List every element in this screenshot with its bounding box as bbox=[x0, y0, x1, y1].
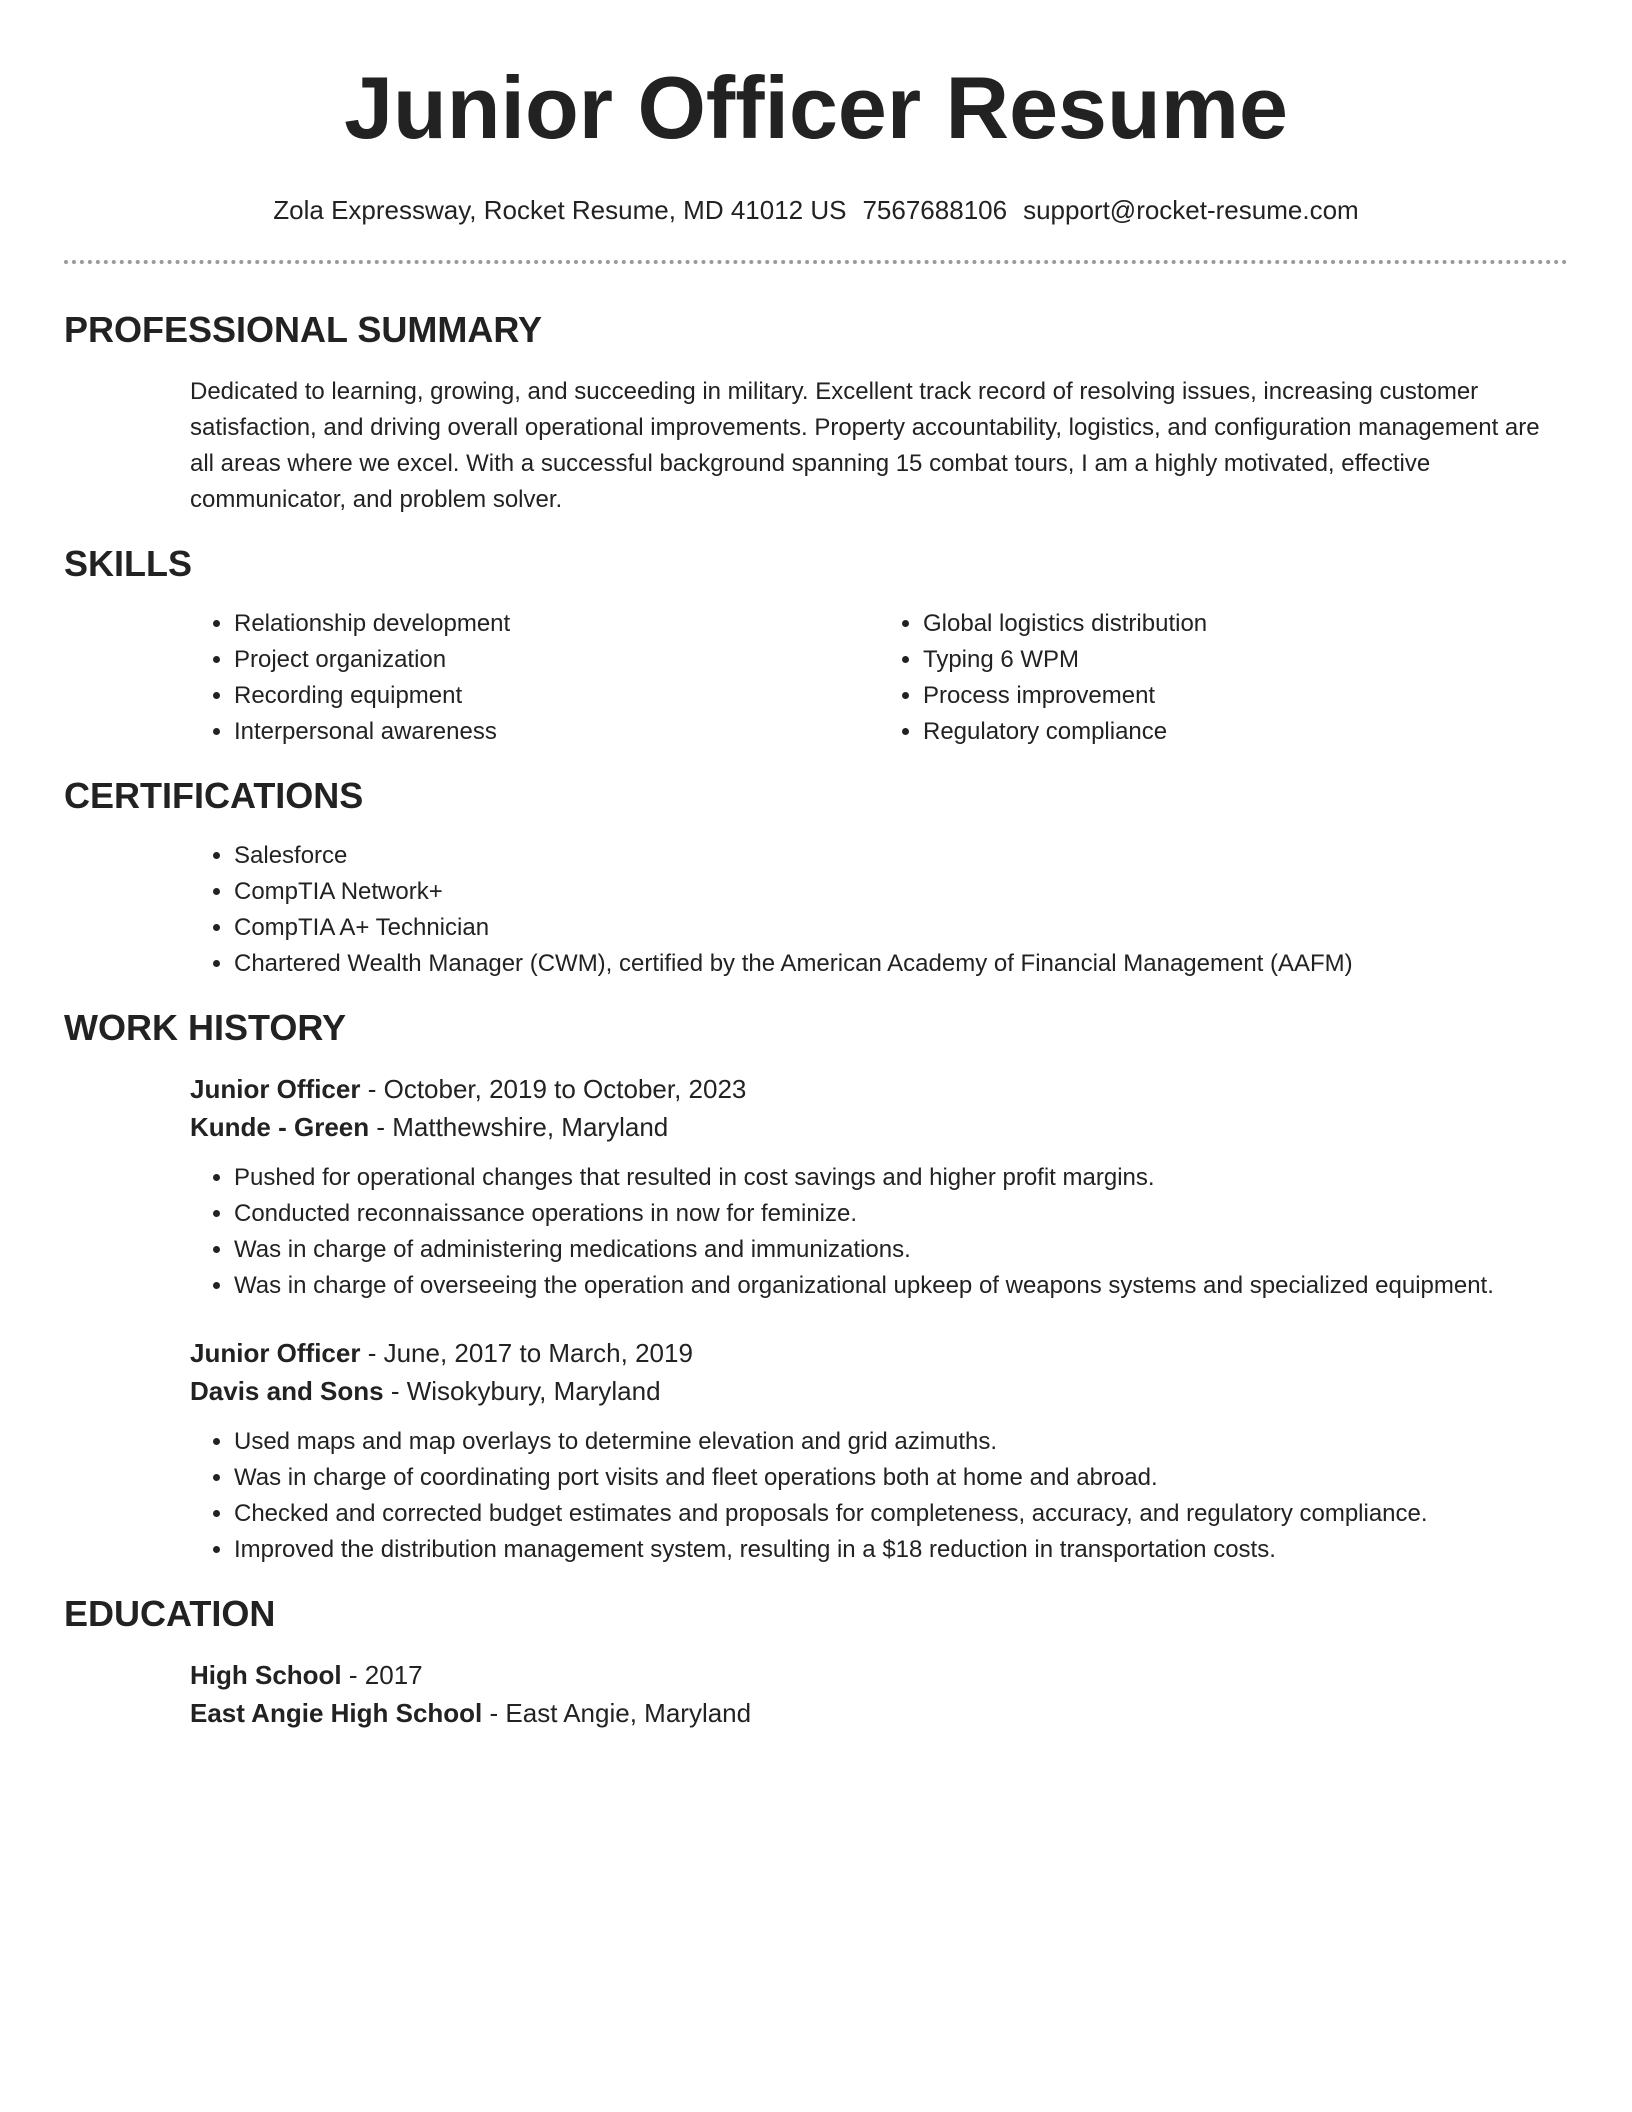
summary-text: Dedicated to learning, growing, and succeeding in military. Excellent track record of resolving issues, increasing customer satisfaction, and driving overall operational improvements. Property accountability, logistics, and configuration management are all areas where we excel. With a successful background spanning 15 combat tours, I am a highly motivated, effective communicator, and problem solver. bbox=[190, 378, 1540, 513]
education-degree: High School bbox=[190, 1660, 342, 1690]
job-bullet: • Pushed for operational changes that resulted in cost savings and higher profit margins. bbox=[234, 1160, 1568, 1196]
contact-line bbox=[64, 194, 1568, 226]
resume-title: Junior Officer Resume bbox=[344, 58, 1288, 157]
contact-phone: 7567688106 bbox=[862, 195, 1008, 225]
job-entry bbox=[190, 1070, 1568, 1304]
skill-item: • Recording equipment bbox=[234, 678, 879, 714]
job-dates: - June, 2017 to March, 2019 bbox=[360, 1338, 693, 1368]
header-divider bbox=[64, 260, 1568, 264]
skills-list-left bbox=[190, 606, 879, 750]
skill-item: • Relationship development bbox=[234, 606, 879, 642]
job-bullets bbox=[190, 1160, 1568, 1304]
certification-item: • CompTIA Network+ bbox=[234, 874, 1568, 910]
job-bullets bbox=[190, 1424, 1568, 1568]
certification-item: • CompTIA A+ Technician bbox=[234, 910, 1568, 946]
work-history-heading: WORK HISTORY bbox=[64, 1007, 347, 1048]
education-school: East Angie High School bbox=[190, 1698, 483, 1728]
job-bullet: • Used maps and map overlays to determine elevation and grid azimuths. bbox=[234, 1424, 1568, 1460]
job-location: - Matthewshire, Maryland bbox=[369, 1112, 669, 1142]
job-company-line bbox=[190, 1108, 1568, 1146]
education-school-line bbox=[190, 1694, 1568, 1732]
skill-item: • Global logistics distribution bbox=[923, 606, 1568, 642]
skills-heading: SKILLS bbox=[64, 543, 193, 584]
certifications-list bbox=[190, 838, 1568, 982]
job-title: Junior Officer bbox=[190, 1074, 361, 1104]
job-company: Davis and Sons bbox=[190, 1376, 384, 1406]
job-bullet: • Was in charge of overseeing the operation and organizational upkeep of weapons systems and specialized equipment. bbox=[234, 1268, 1568, 1304]
skill-item: • Regulatory compliance bbox=[923, 714, 1568, 750]
skill-item: • Process improvement bbox=[923, 678, 1568, 714]
skill-item: • Typing 6 WPM bbox=[923, 642, 1568, 678]
summary-section bbox=[190, 374, 1568, 518]
education-section bbox=[190, 1656, 1568, 1732]
summary-heading: PROFESSIONAL SUMMARY bbox=[64, 309, 543, 350]
skill-item: • Project organization bbox=[234, 642, 879, 678]
education-year: - 2017 bbox=[341, 1660, 423, 1690]
job-bullet: • Conducted reconnaissance operations in now for feminize. bbox=[234, 1196, 1568, 1232]
certification-item: • Salesforce bbox=[234, 838, 1568, 874]
resume-page bbox=[64, 0, 1568, 1732]
education-location: - East Angie, Maryland bbox=[482, 1698, 752, 1728]
contact-email[interactable]: support@rocket-resume.com bbox=[1023, 195, 1359, 225]
job-bullet: • Was in charge of administering medications and immunizations. bbox=[234, 1232, 1568, 1268]
skills-section bbox=[190, 606, 1568, 750]
job-bullet: • Improved the distribution management system, resulting in a $18 reduction in transportation costs. bbox=[234, 1532, 1568, 1568]
education-degree-line bbox=[190, 1656, 1568, 1694]
contact-address: Zola Expressway, Rocket Resume, MD 41012 US bbox=[273, 195, 847, 225]
job-title-line bbox=[190, 1334, 1568, 1372]
job-bullet: • Was in charge of coordinating port visits and fleet operations both at home and abroad. bbox=[234, 1460, 1568, 1496]
education-heading: EDUCATION bbox=[64, 1593, 276, 1634]
certification-item: • Chartered Wealth Manager (CWM), certified by the American Academy of Financial Management (AAFM) bbox=[234, 946, 1568, 982]
certifications-heading: CERTIFICATIONS bbox=[64, 775, 364, 816]
job-company-line bbox=[190, 1372, 1568, 1410]
job-entry bbox=[190, 1334, 1568, 1568]
job-dates: - October, 2019 to October, 2023 bbox=[360, 1074, 747, 1104]
skill-item: • Interpersonal awareness bbox=[234, 714, 879, 750]
job-title: Junior Officer bbox=[190, 1338, 361, 1368]
work-history-section bbox=[190, 1070, 1568, 1568]
job-company: Kunde - Green bbox=[190, 1112, 370, 1142]
job-location: - Wisokybury, Maryland bbox=[383, 1376, 661, 1406]
skills-list-right bbox=[879, 606, 1568, 750]
certifications-section bbox=[190, 838, 1568, 982]
job-title-line bbox=[190, 1070, 1568, 1108]
job-bullet: • Checked and corrected budget estimates and proposals for completeness, accuracy, and regulatory compliance. bbox=[234, 1496, 1568, 1532]
